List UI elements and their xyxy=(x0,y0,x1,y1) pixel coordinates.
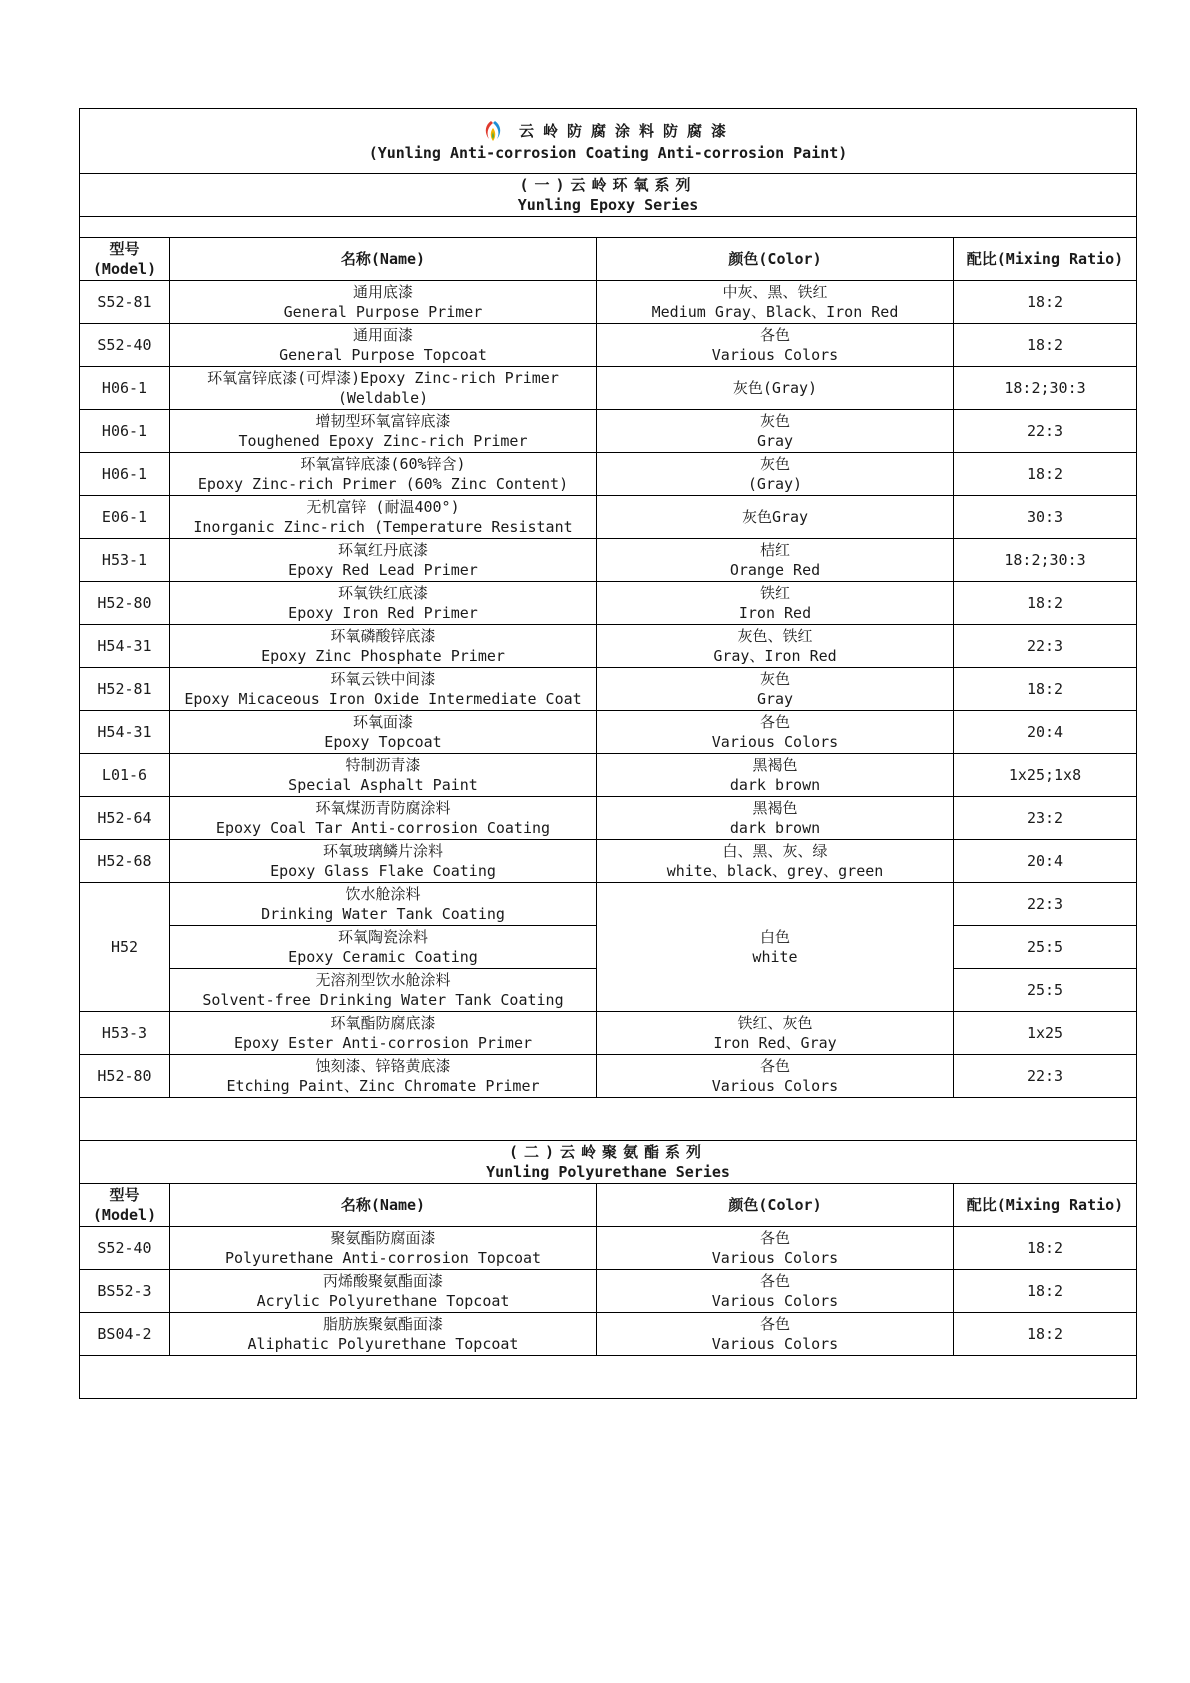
table-row xyxy=(80,1313,1137,1356)
polyurethane-section-subtitle: Yunling Polyurethane Series xyxy=(486,1163,730,1181)
name-cell-en: Aliphatic Polyurethane Topcoat xyxy=(247,1335,519,1353)
name-cell-en: Solvent-free Drinking Water Tank Coating xyxy=(202,991,564,1009)
color-cell-cn: 各色 xyxy=(759,1315,790,1333)
model-cell: BS52-3 xyxy=(80,1270,170,1313)
model-cell: E06-1 xyxy=(80,496,170,539)
color-cell-cn: 灰色 xyxy=(759,412,790,430)
ratio-cell: 30:3 xyxy=(954,496,1137,539)
table-row xyxy=(80,754,1137,797)
name-cell xyxy=(170,883,597,926)
name-cell-cn: 脂肪族聚氨酯面漆 xyxy=(322,1315,443,1333)
table-row xyxy=(80,883,1137,926)
color-cell xyxy=(597,668,954,711)
header-ratio: 配比(Mixing Ratio) xyxy=(954,238,1137,281)
color-cell-en: Orange Red xyxy=(729,561,821,579)
header-model xyxy=(80,1184,170,1227)
color-cell-cn: 灰色(Gray) xyxy=(732,379,818,397)
color-cell xyxy=(597,582,954,625)
table-row xyxy=(80,625,1137,668)
name-cell xyxy=(170,410,597,453)
ratio-cell: 18:2 xyxy=(954,582,1137,625)
name-cell xyxy=(170,582,597,625)
title-row xyxy=(80,109,1137,174)
name-cell xyxy=(170,1055,597,1098)
color-cell-cn: 白、黑、灰、绿 xyxy=(722,842,828,860)
page-subtitle: (Yunling Anti-corrosion Coating Anti-corrosion Paint) xyxy=(368,144,848,162)
name-cell xyxy=(170,324,597,367)
name-cell-cn: 环氧面漆 xyxy=(352,713,413,731)
name-cell-en: Etching Paint、Zinc Chromate Primer xyxy=(226,1077,540,1095)
color-cell-en: Gray xyxy=(756,690,794,708)
model-cell: H06-1 xyxy=(80,367,170,410)
model-cell: H52-68 xyxy=(80,840,170,883)
name-cell-cn: 环氧磷酸锌底漆 xyxy=(330,627,436,645)
name-cell xyxy=(170,1227,597,1270)
name-cell-en: Epoxy Glass Flake Coating xyxy=(270,862,496,880)
model-cell: H54-31 xyxy=(80,711,170,754)
spacer-row xyxy=(80,1098,1137,1141)
name-cell xyxy=(170,1270,597,1313)
color-cell-cn: 各色 xyxy=(759,1272,790,1290)
name-cell xyxy=(170,711,597,754)
color-cell-cn: 桔红 xyxy=(759,541,790,559)
color-cell-en: Various Colors xyxy=(711,1335,839,1353)
epoxy-section-title: (一)云岭环氧系列 xyxy=(519,176,697,194)
company-logo-icon xyxy=(481,119,505,143)
ratio-cell: 20:4 xyxy=(954,840,1137,883)
model-cell: H52 xyxy=(80,883,170,1012)
model-cell: H54-31 xyxy=(80,625,170,668)
header-color: 颜色(Color) xyxy=(597,238,954,281)
ratio-cell: 18:2 xyxy=(954,1270,1137,1313)
table-row xyxy=(80,1227,1137,1270)
color-cell xyxy=(597,883,954,1012)
name-cell xyxy=(170,539,597,582)
color-cell xyxy=(597,410,954,453)
table-row xyxy=(80,496,1137,539)
name-cell xyxy=(170,840,597,883)
table-row xyxy=(80,1055,1137,1098)
ratio-cell: 18:2;30:3 xyxy=(954,539,1137,582)
color-cell xyxy=(597,1270,954,1313)
name-cell-cn: 环氧酯防腐底漆 xyxy=(330,1014,436,1032)
name-cell-en: Drinking Water Tank Coating xyxy=(261,905,505,923)
name-cell-cn: 环氧红丹底漆 xyxy=(337,541,428,559)
name-cell-en: Inorganic Zinc-rich (Temperature Resistant xyxy=(193,518,573,536)
spacer-cell xyxy=(80,1356,1137,1399)
color-cell-en: Gray xyxy=(756,432,794,450)
model-cell: H53-1 xyxy=(80,539,170,582)
color-cell xyxy=(597,324,954,367)
color-cell-cn: 各色 xyxy=(759,1057,790,1075)
color-cell xyxy=(597,1055,954,1098)
color-cell xyxy=(597,625,954,668)
color-cell-en: Iron Red、Gray xyxy=(713,1034,837,1052)
name-cell-en: Epoxy Topcoat xyxy=(324,733,442,751)
spacer-row xyxy=(80,1356,1137,1399)
model-cell: S52-40 xyxy=(80,1227,170,1270)
color-cell-cn: 灰色 xyxy=(759,455,790,473)
polyurethane-header-row xyxy=(80,1184,1137,1227)
ratio-cell: 18:2 xyxy=(954,668,1137,711)
name-cell-cn: 无溶剂型饮水舱涂料 xyxy=(315,971,451,989)
name-cell-cn: 聚氨酯防腐面漆 xyxy=(330,1229,436,1247)
name-cell xyxy=(170,1012,597,1055)
header-name: 名称(Name) xyxy=(170,1184,597,1227)
spacer-row xyxy=(80,217,1137,238)
color-cell-cn: 各色 xyxy=(759,713,790,731)
name-cell xyxy=(170,625,597,668)
ratio-cell: 18:2 xyxy=(954,1313,1137,1356)
table-row xyxy=(80,367,1137,410)
name-cell xyxy=(170,496,597,539)
ratio-cell: 22:3 xyxy=(954,883,1137,926)
ratio-cell: 22:3 xyxy=(954,625,1137,668)
table-row xyxy=(80,453,1137,496)
name-cell xyxy=(170,453,597,496)
color-cell-en: dark brown xyxy=(729,819,821,837)
polyurethane-section-row xyxy=(80,1141,1137,1184)
model-cell: H06-1 xyxy=(80,410,170,453)
table-row xyxy=(80,281,1137,324)
color-cell-cn: 白色 xyxy=(759,928,790,946)
spacer-cell xyxy=(80,1098,1137,1141)
table-row xyxy=(80,711,1137,754)
color-cell xyxy=(597,1313,954,1356)
table-row xyxy=(80,1012,1137,1055)
color-cell-en: white、black、grey、green xyxy=(666,862,884,880)
table-row xyxy=(80,840,1137,883)
header-model xyxy=(80,238,170,281)
color-cell-cn: 各色 xyxy=(759,326,790,344)
title-cell xyxy=(80,109,1137,174)
color-cell-cn: 灰色、铁红 xyxy=(737,627,813,645)
epoxy-section-row xyxy=(80,174,1137,217)
ratio-cell: 1x25 xyxy=(954,1012,1137,1055)
name-cell-cn: 饮水舱涂料 xyxy=(345,885,421,903)
name-cell-cn: 环氧玻璃鳞片涂料 xyxy=(322,842,443,860)
color-cell xyxy=(597,281,954,324)
name-cell-en: Epoxy Zinc-rich Primer (60% Zinc Content) xyxy=(197,475,569,493)
name-cell-en: Epoxy Coal Tar Anti-corrosion Coating xyxy=(215,819,551,837)
table-row xyxy=(80,324,1137,367)
model-cell: BS04-2 xyxy=(80,1313,170,1356)
ratio-cell: 20:4 xyxy=(954,711,1137,754)
color-cell-cn: 中灰、黑、铁红 xyxy=(722,283,828,301)
color-cell-en: (Gray) xyxy=(747,475,803,493)
model-cell: H06-1 xyxy=(80,453,170,496)
color-cell xyxy=(597,1227,954,1270)
ratio-cell: 25:5 xyxy=(954,969,1137,1012)
name-cell-en: Polyurethane Anti-corrosion Topcoat xyxy=(224,1249,542,1267)
name-cell xyxy=(170,281,597,324)
name-cell-cn: 环氧煤沥青防腐涂料 xyxy=(315,799,451,817)
color-cell-cn: 灰色Gray xyxy=(741,508,809,526)
ratio-cell: 18:2 xyxy=(954,453,1137,496)
ratio-cell: 1x25;1x8 xyxy=(954,754,1137,797)
name-cell-cn: 环氧铁红底漆 xyxy=(337,584,428,602)
name-cell-en: Epoxy Iron Red Primer xyxy=(288,604,478,622)
name-cell xyxy=(170,668,597,711)
color-cell-en: Iron Red xyxy=(738,604,812,622)
ratio-cell: 22:3 xyxy=(954,1055,1137,1098)
name-cell-en: General Purpose Primer xyxy=(283,303,483,321)
name-cell-cn: 通用底漆 xyxy=(352,283,413,301)
header-model-en: (Model) xyxy=(92,260,157,278)
model-cell: H52-64 xyxy=(80,797,170,840)
name-cell-cn: 无机富锌 (耐温400°) xyxy=(306,498,460,516)
name-cell-en: Special Asphalt Paint xyxy=(288,776,478,794)
color-cell-en: Various Colors xyxy=(711,346,839,364)
header-ratio: 配比(Mixing Ratio) xyxy=(954,1184,1137,1227)
header-name: 名称(Name) xyxy=(170,238,597,281)
model-cell: H52-81 xyxy=(80,668,170,711)
color-cell xyxy=(597,496,954,539)
color-cell-en: Medium Gray、Black、Iron Red xyxy=(651,303,899,321)
color-cell-en: white xyxy=(752,948,798,966)
color-cell-cn: 铁红 xyxy=(759,584,790,602)
ratio-cell: 23:2 xyxy=(954,797,1137,840)
name-cell-cn: 环氧云铁中间漆 xyxy=(330,670,436,688)
table-row xyxy=(80,797,1137,840)
name-cell-cn: 蚀刻漆、锌铬黄底漆 xyxy=(315,1057,451,1075)
name-cell xyxy=(170,1313,597,1356)
name-cell-en: Epoxy Red Lead Primer xyxy=(288,561,478,579)
color-cell-cn: 黑褐色 xyxy=(752,756,798,774)
name-cell-en: Epoxy Micaceous Iron Oxide Intermediate Coat xyxy=(184,690,582,708)
name-cell-en: Epoxy Zinc Phosphate Primer xyxy=(261,647,505,665)
color-cell-en: Various Colors xyxy=(711,1249,839,1267)
page-title: 云岭防腐涂料防腐漆 xyxy=(519,122,736,140)
model-cell: L01-6 xyxy=(80,754,170,797)
product-table xyxy=(79,108,1137,1399)
color-cell xyxy=(597,453,954,496)
ratio-cell: 18:2 xyxy=(954,1227,1137,1270)
name-cell xyxy=(170,969,597,1012)
name-cell-en: (Weldable) xyxy=(337,389,429,407)
name-cell xyxy=(170,754,597,797)
name-cell-en: Acrylic Polyurethane Topcoat xyxy=(256,1292,510,1310)
model-cell: H53-3 xyxy=(80,1012,170,1055)
ratio-cell: 18:2;30:3 xyxy=(954,367,1137,410)
header-model-cn: 型号 xyxy=(109,1186,140,1204)
name-cell-cn: 环氧陶瓷涂料 xyxy=(337,928,428,946)
name-cell xyxy=(170,926,597,969)
ratio-cell: 18:2 xyxy=(954,281,1137,324)
model-cell: H52-80 xyxy=(80,1055,170,1098)
header-model-cn: 型号 xyxy=(109,240,140,258)
color-cell xyxy=(597,754,954,797)
color-cell xyxy=(597,1012,954,1055)
polyurethane-section-title: (二)云岭聚氨酯系列 xyxy=(508,1143,708,1161)
color-cell xyxy=(597,539,954,582)
name-cell-cn: 通用面漆 xyxy=(352,326,413,344)
model-cell: S52-40 xyxy=(80,324,170,367)
color-cell-cn: 铁红、灰色 xyxy=(737,1014,813,1032)
name-cell-cn: 丙烯酸聚氨酯面漆 xyxy=(322,1272,443,1290)
name-cell-cn: 特制沥青漆 xyxy=(345,756,421,774)
color-cell-en: Various Colors xyxy=(711,1077,839,1095)
color-cell-cn: 灰色 xyxy=(759,670,790,688)
color-cell-en: Various Colors xyxy=(711,1292,839,1310)
polyurethane-section-heading xyxy=(80,1141,1137,1184)
model-cell: S52-81 xyxy=(80,281,170,324)
color-cell-en: Various Colors xyxy=(711,733,839,751)
table-row xyxy=(80,539,1137,582)
color-cell xyxy=(597,367,954,410)
ratio-cell: 18:2 xyxy=(954,324,1137,367)
name-cell-en: Epoxy Ester Anti-corrosion Primer xyxy=(233,1034,532,1052)
table-row xyxy=(80,1270,1137,1313)
color-cell-en: Gray、Iron Red xyxy=(713,647,837,665)
color-cell xyxy=(597,797,954,840)
header-color: 颜色(Color) xyxy=(597,1184,954,1227)
epoxy-header-row xyxy=(80,238,1137,281)
table-row xyxy=(80,410,1137,453)
ratio-cell: 22:3 xyxy=(954,410,1137,453)
name-cell-cn: 环氧富锌底漆(可焊漆)Epoxy Zinc-rich Primer xyxy=(207,369,559,387)
name-cell xyxy=(170,797,597,840)
model-cell: H52-80 xyxy=(80,582,170,625)
color-cell-cn: 各色 xyxy=(759,1229,790,1247)
table-row xyxy=(80,582,1137,625)
name-cell-en: Epoxy Ceramic Coating xyxy=(288,948,478,966)
color-cell xyxy=(597,711,954,754)
color-cell-en: dark brown xyxy=(729,776,821,794)
color-cell-cn: 黑褐色 xyxy=(752,799,798,817)
ratio-cell: 25:5 xyxy=(954,926,1137,969)
table-row xyxy=(80,668,1137,711)
name-cell-en: Toughened Epoxy Zinc-rich Primer xyxy=(238,432,528,450)
epoxy-section-subtitle: Yunling Epoxy Series xyxy=(517,196,699,214)
header-model-en: (Model) xyxy=(92,1206,157,1224)
spacer-cell xyxy=(80,217,1137,238)
name-cell-en: General Purpose Topcoat xyxy=(279,346,487,364)
name-cell-cn: 增韧型环氧富锌底漆 xyxy=(315,412,451,430)
name-cell-cn: 环氧富锌底漆(60%锌含) xyxy=(300,455,466,473)
epoxy-section-heading xyxy=(80,174,1137,217)
color-cell xyxy=(597,840,954,883)
name-cell xyxy=(170,367,597,410)
